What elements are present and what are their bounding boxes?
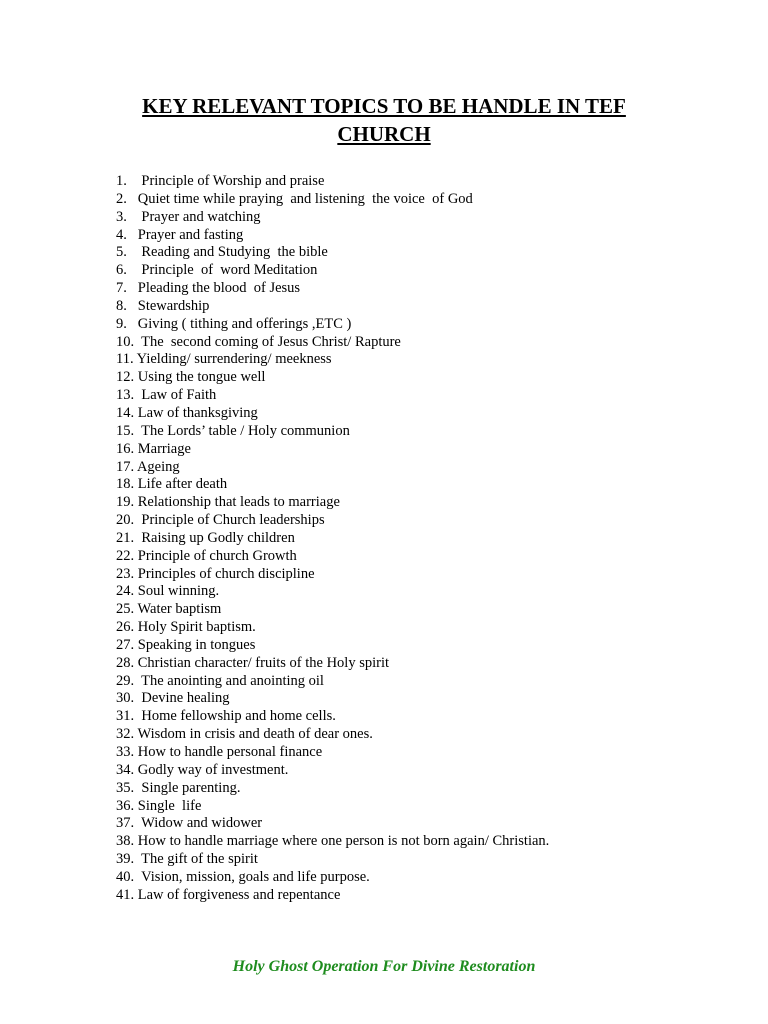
list-item: 10. The second coming of Jesus Christ/ Rapture	[116, 333, 401, 350]
topic-list	[116, 173, 549, 905]
list-item: 12. Using the tongue well	[116, 369, 266, 386]
list-item: 1. Principle of Worship and praise	[116, 173, 325, 189]
list-item: 34. Godly way of investment.	[116, 761, 289, 778]
list-item: 22. Principle of church Growth	[116, 547, 297, 564]
list-item: 7. Pleading the blood of Jesus	[116, 280, 301, 297]
list-item: 20. Principle of Church leaderships	[116, 512, 325, 529]
list-item: 41. Law of forgiveness and repentance	[116, 886, 341, 903]
list-item: 17. Ageing	[116, 458, 180, 475]
list-item: 15. The Lords’ table / Holy communion	[116, 422, 350, 439]
list-item: 27. Speaking in tongues	[116, 636, 256, 653]
list-item: 5. Reading and Studying the bible	[116, 244, 328, 261]
list-item: 39. The gift of the spirit	[116, 851, 258, 868]
list-item: 3. Prayer and watching	[116, 208, 261, 225]
list-item: 36. Single life	[116, 797, 202, 814]
list-item: 38. How to handle marriage where one person is not born again/ Christian.	[116, 833, 550, 850]
list-item: 8. Stewardship	[116, 297, 210, 314]
list-item: 11. Yielding/ surrendering/ meekness	[116, 351, 332, 368]
list-item: 9. Giving ( tithing and offerings ,ETC )	[116, 315, 352, 332]
list-item: 30. Devine healing	[116, 690, 230, 707]
list-item: 6. Principle of word Meditation	[116, 262, 318, 279]
footer-motto: Holy Ghost Operation For Divine Restoration	[232, 958, 536, 975]
list-item: 26. Holy Spirit baptism.	[116, 619, 256, 636]
list-item: 14. Law of thanksgiving	[116, 404, 258, 421]
list-item: 16. Marriage	[116, 440, 191, 457]
list-item: 13. Law of Faith	[116, 387, 217, 404]
list-item: 25. Water baptism	[116, 601, 222, 618]
document-title: KEY RELEVANT TOPICS TO BE HANDLE IN TEF CHURCH	[142, 94, 626, 146]
list-item: 33. How to handle personal finance	[116, 744, 323, 760]
list-item: 29. The anointing and anointing oil	[116, 672, 324, 689]
list-item: 32. Wisdom in crisis and death of dear ones.	[116, 726, 373, 743]
list-item: 21. Raising up Godly children	[116, 529, 295, 546]
list-item: 40. Vision, mission, goals and life purpose.	[116, 868, 370, 885]
list-item: 35. Single parenting.	[116, 779, 241, 796]
list-item: 18. Life after death	[116, 476, 228, 493]
list-item: 19. Relationship that leads to marriage	[116, 494, 340, 511]
list-item: 37. Widow and widower	[116, 815, 263, 832]
list-item: 2. Quiet time while praying and listening the voice of God	[116, 190, 473, 207]
list-item: 4. Prayer and fasting	[116, 226, 244, 243]
list-item: 23. Principles of church discipline	[116, 565, 315, 582]
list-item: 31. Home fellowship and home cells.	[116, 708, 336, 725]
list-item: 28. Christian character/ fruits of the Holy spirit	[116, 654, 390, 671]
list-item: 24. Soul winning.	[116, 583, 220, 600]
